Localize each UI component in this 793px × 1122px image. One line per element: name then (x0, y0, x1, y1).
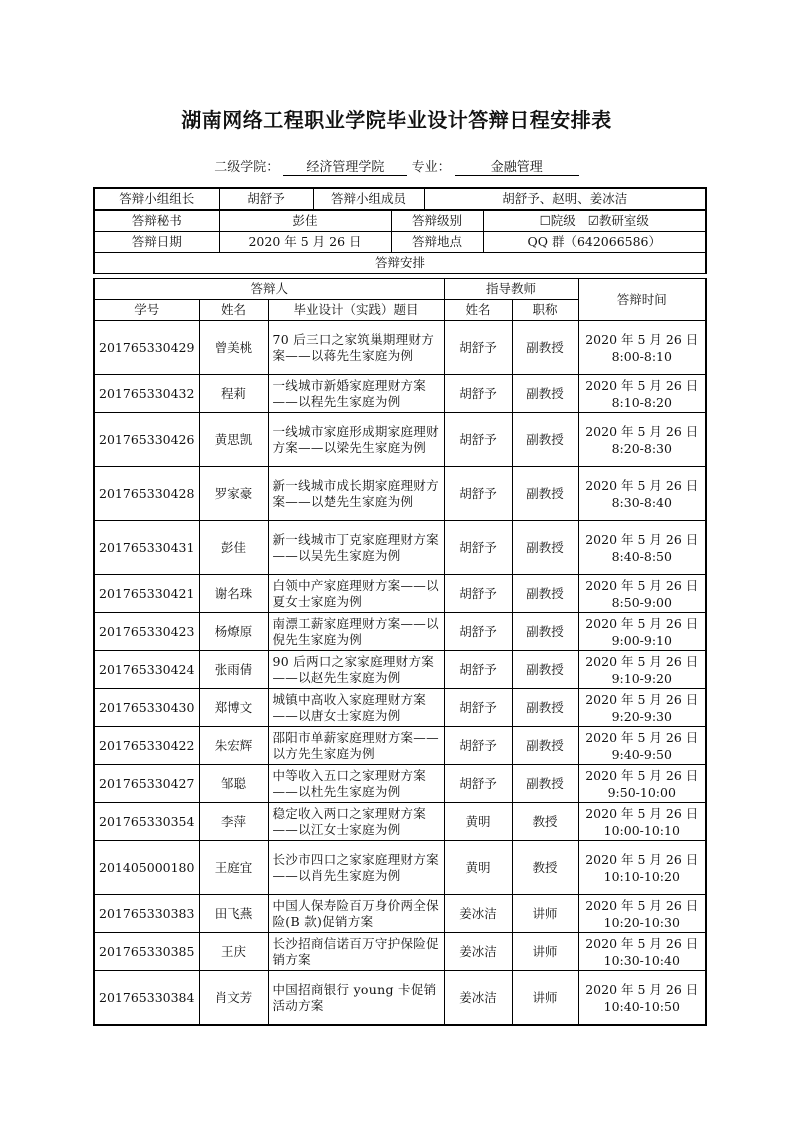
defense-time-cell (578, 895, 706, 933)
student-name-cell: 杨燎原 (199, 613, 268, 651)
schedule-table (93, 278, 707, 1026)
document-title: 湖南网络工程职业学院毕业设计答辩日程安排表 (181, 108, 612, 132)
defense-date: 2020 年 5 月 26 日 (585, 897, 699, 913)
defense-date: 2020 年 5 月 26 日 (585, 805, 699, 821)
advisor-name-cell: 胡舒予 (444, 689, 512, 727)
student-name-cell: 张雨倩 (199, 651, 268, 689)
advisor-title-cell: 副教授 (512, 321, 578, 375)
defense-date: 2020 年 5 月 26 日 (585, 423, 699, 439)
advisor-title-cell: 副教授 (512, 575, 578, 613)
defense-time-cell (578, 651, 706, 689)
advisor-title-cell: 讲师 (512, 933, 578, 971)
student-name-cell: 罗家豪 (199, 467, 268, 521)
student-id-cell: 201765330384 (94, 971, 199, 1026)
defense-date: 2020 年 5 月 26 日 (585, 767, 699, 783)
level-option-college-checkbox[interactable]: ☐院级 (539, 213, 576, 228)
student-name-cell: 谢名珠 (199, 575, 268, 613)
student-name-cell: 邹聪 (199, 765, 268, 803)
student-name-cell: 黄思凯 (199, 413, 268, 467)
defense-date: 2020 年 5 月 26 日 (585, 691, 699, 707)
defense-time-slot: 8:20-8:30 (611, 440, 672, 456)
defense-time-slot: 10:40-10:50 (603, 998, 680, 1014)
secretary-value: 彭佳 (219, 211, 391, 232)
defense-time-slot: 9:50-10:00 (607, 784, 676, 800)
table-row (94, 521, 706, 575)
student-name-cell: 曾美桃 (199, 321, 268, 375)
student-id-cell: 201765330432 (94, 375, 199, 413)
student-id-cell: 201765330430 (94, 689, 199, 727)
table-row (94, 413, 706, 467)
advisor-name-cell: 胡舒予 (444, 765, 512, 803)
leader-row (94, 188, 706, 210)
table-row (94, 613, 706, 651)
student-id-cell: 201765330431 (94, 521, 199, 575)
topic-cell: 70 后三口之家筑巢期理财方案——以蒋先生家庭为例 (268, 321, 444, 375)
defense-time-slot: 9:10-9:20 (611, 670, 672, 686)
advisor-name-cell: 姜冰洁 (444, 895, 512, 933)
defense-time-cell (578, 971, 706, 1026)
defense-time-slot: 10:30-10:40 (603, 952, 680, 968)
table-row (94, 765, 706, 803)
student-id-cell: 201765330428 (94, 467, 199, 521)
date-value: 2020 年 5 月 26 日 (219, 232, 391, 253)
defense-time-slot: 10:00-10:10 (603, 822, 680, 838)
advisor-name-cell: 胡舒予 (444, 375, 512, 413)
time-header: 答辩时间 (578, 279, 706, 321)
topic-cell: 90 后两口之家家庭理财方案——以赵先生家庭为例 (268, 651, 444, 689)
advisor-name-cell: 姜冰洁 (444, 933, 512, 971)
location-label: 答辩地点 (391, 232, 483, 253)
student-id-cell: 201765330427 (94, 765, 199, 803)
table-row (94, 803, 706, 841)
topic-cell: 白领中产家庭理财方案——以夏女士家庭为例 (268, 575, 444, 613)
level-label: 答辩级别 (391, 211, 483, 232)
student-name-cell: 彭佳 (199, 521, 268, 575)
student-id-cell: 201765330354 (94, 803, 199, 841)
advisor-title-cell: 副教授 (512, 521, 578, 575)
advisor-name-header: 姓名 (444, 300, 512, 321)
date-row (94, 232, 706, 253)
level-options (483, 211, 706, 232)
student-id-header: 学号 (94, 300, 199, 321)
arrangement-heading: 答辩安排 (94, 253, 706, 274)
defense-time-cell (578, 575, 706, 613)
topic-cell: 新一线城市成长期家庭理财方案——以楚先生家庭为例 (268, 467, 444, 521)
student-name-cell: 肖文芳 (199, 971, 268, 1026)
defense-time-cell (578, 467, 706, 521)
defense-date: 2020 年 5 月 26 日 (585, 851, 699, 867)
defense-date: 2020 年 5 月 26 日 (585, 377, 699, 393)
defense-time-cell (578, 413, 706, 467)
date-label: 答辩日期 (94, 232, 219, 253)
college-value: 经济管理学院 (283, 160, 407, 176)
leader-label: 答辩小组组长 (94, 188, 219, 210)
advisor-title-cell: 副教授 (512, 765, 578, 803)
advisor-name-cell: 胡舒予 (444, 727, 512, 765)
leader-value: 胡舒予 (219, 188, 313, 210)
defense-date: 2020 年 5 月 26 日 (585, 615, 699, 631)
topic-cell: 稳定收入两口之家理财方案——以江女士家庭为例 (268, 803, 444, 841)
advisor-name-cell: 胡舒予 (444, 521, 512, 575)
defense-date: 2020 年 5 月 26 日 (585, 331, 699, 347)
defense-date: 2020 年 5 月 26 日 (585, 577, 699, 593)
header-row-1 (94, 279, 706, 300)
advisor-title-cell: 副教授 (512, 375, 578, 413)
advisor-name-cell: 黄明 (444, 803, 512, 841)
topic-cell: 长沙招商信诺百万守护保险促销方案 (268, 933, 444, 971)
defense-time-cell (578, 521, 706, 575)
student-id-cell: 201765330383 (94, 895, 199, 933)
advisor-name-cell: 胡舒予 (444, 613, 512, 651)
location-value: QQ 群（642066586） (483, 232, 706, 253)
advisor-name-cell: 姜冰洁 (444, 971, 512, 1026)
topic-cell: 中等收入五口之家理财方案——以杜先生家庭为例 (268, 765, 444, 803)
student-name-cell: 王庭宜 (199, 841, 268, 895)
major-label: 专业： (411, 160, 451, 175)
student-id-cell: 201765330429 (94, 321, 199, 375)
table-row (94, 971, 706, 1026)
defense-date: 2020 年 5 月 26 日 (585, 729, 699, 745)
student-name-cell: 田飞燕 (199, 895, 268, 933)
advisor-title-cell: 副教授 (512, 651, 578, 689)
advisor-title-header: 职称 (512, 300, 578, 321)
advisor-name-cell: 胡舒予 (444, 321, 512, 375)
advisor-title-cell: 教授 (512, 841, 578, 895)
student-id-cell: 201765330424 (94, 651, 199, 689)
student-id-cell: 201765330421 (94, 575, 199, 613)
student-id-cell: 201765330426 (94, 413, 199, 467)
defense-time-cell (578, 765, 706, 803)
defense-date: 2020 年 5 月 26 日 (585, 981, 699, 997)
committee-info-table-2 (93, 210, 707, 274)
student-name-cell: 李萍 (199, 803, 268, 841)
defense-date: 2020 年 5 月 26 日 (585, 477, 699, 493)
secretary-label: 答辩秘书 (94, 211, 219, 232)
members-label: 答辩小组成员 (314, 189, 425, 209)
student-id-cell: 201405000180 (94, 841, 199, 895)
defense-time-slot: 8:10-8:20 (611, 394, 672, 410)
table-row (94, 895, 706, 933)
defense-date: 2020 年 5 月 26 日 (585, 531, 699, 547)
student-id-cell: 201765330422 (94, 727, 199, 765)
advisor-header: 指导教师 (444, 279, 578, 300)
defense-time-slot: 10:10-10:20 (603, 868, 680, 884)
major-value: 金融管理 (455, 160, 579, 176)
topic-header: 毕业设计（实践）题目 (268, 300, 444, 321)
defense-time-slot: 8:40-8:50 (611, 548, 672, 564)
topic-cell: 新一线城市丁克家庭理财方案——以吴先生家庭为例 (268, 521, 444, 575)
defense-time-slot: 9:00-9:10 (611, 632, 672, 648)
table-row (94, 933, 706, 971)
defense-time-slot: 10:20-10:30 (603, 914, 680, 930)
topic-cell: 一线城市家庭形成期家庭理财方案——以梁先生家庭为例 (268, 413, 444, 467)
student-name-cell: 王庆 (199, 933, 268, 971)
student-name-cell: 朱宏辉 (199, 727, 268, 765)
table-row (94, 467, 706, 521)
student-name-cell: 郑博文 (199, 689, 268, 727)
advisor-title-cell: 副教授 (512, 727, 578, 765)
defense-time-cell (578, 321, 706, 375)
arrangement-row (94, 253, 706, 274)
defender-header: 答辩人 (94, 279, 444, 300)
table-row (94, 727, 706, 765)
defense-time-slot: 8:30-8:40 (611, 494, 672, 510)
defense-time-cell (578, 613, 706, 651)
student-id-cell: 201765330423 (94, 613, 199, 651)
topic-cell: 城镇中高收入家庭理财方案——以唐女士家庭为例 (268, 689, 444, 727)
table-row (94, 575, 706, 613)
defense-time-cell (578, 727, 706, 765)
topic-cell: 中国招商银行 young 卡促销活动方案 (268, 971, 444, 1026)
advisor-title-cell: 副教授 (512, 467, 578, 521)
table-row (94, 651, 706, 689)
college-label: 二级学院： (214, 160, 280, 175)
topic-cell: 长沙市四口之家家庭理财方案——以肖先生家庭为例 (268, 841, 444, 895)
defense-time-slot: 8:00-8:10 (611, 348, 672, 364)
advisor-title-cell: 副教授 (512, 413, 578, 467)
secretary-row (94, 211, 706, 232)
advisor-name-cell: 胡舒予 (444, 467, 512, 521)
student-id-cell: 201765330385 (94, 933, 199, 971)
defense-time-cell (578, 803, 706, 841)
defense-time-cell (578, 841, 706, 895)
level-option-department-checkbox[interactable]: ☑教研室级 (587, 213, 649, 228)
topic-cell: 中国人保寿险百万身价两全保险(B 款)促销方案 (268, 895, 444, 933)
members-value: 胡舒予、赵明、姜冰洁 (502, 191, 628, 206)
defense-time-slot: 9:20-9:30 (611, 708, 672, 724)
table-row (94, 375, 706, 413)
table-row (94, 689, 706, 727)
topic-cell: 邵阳市单薪家庭理财方案——以方先生家庭为例 (268, 727, 444, 765)
defense-time-slot: 9:40-9:50 (611, 746, 672, 762)
college-major-line (0, 156, 793, 176)
advisor-name-cell: 胡舒予 (444, 575, 512, 613)
advisor-title-cell: 副教授 (512, 613, 578, 651)
advisor-name-cell: 胡舒予 (444, 413, 512, 467)
advisor-title-cell: 讲师 (512, 895, 578, 933)
name-header: 姓名 (199, 300, 268, 321)
defense-time-slot: 8:50-9:00 (611, 594, 672, 610)
defense-date: 2020 年 5 月 26 日 (585, 935, 699, 951)
advisor-name-cell: 黄明 (444, 841, 512, 895)
topic-cell: 南漂工薪家庭理财方案——以倪先生家庭为例 (268, 613, 444, 651)
advisor-title-cell: 讲师 (512, 971, 578, 1026)
defense-time-cell (578, 375, 706, 413)
advisor-title-cell: 教授 (512, 803, 578, 841)
topic-cell: 一线城市新婚家庭理财方案——以程先生家庭为例 (268, 375, 444, 413)
table-row (94, 321, 706, 375)
table-row (94, 841, 706, 895)
student-name-cell: 程莉 (199, 375, 268, 413)
defense-time-cell (578, 933, 706, 971)
defense-time-cell (578, 689, 706, 727)
advisor-name-cell: 胡舒予 (444, 651, 512, 689)
committee-info-table (93, 187, 707, 210)
advisor-title-cell: 副教授 (512, 689, 578, 727)
defense-date: 2020 年 5 月 26 日 (585, 653, 699, 669)
